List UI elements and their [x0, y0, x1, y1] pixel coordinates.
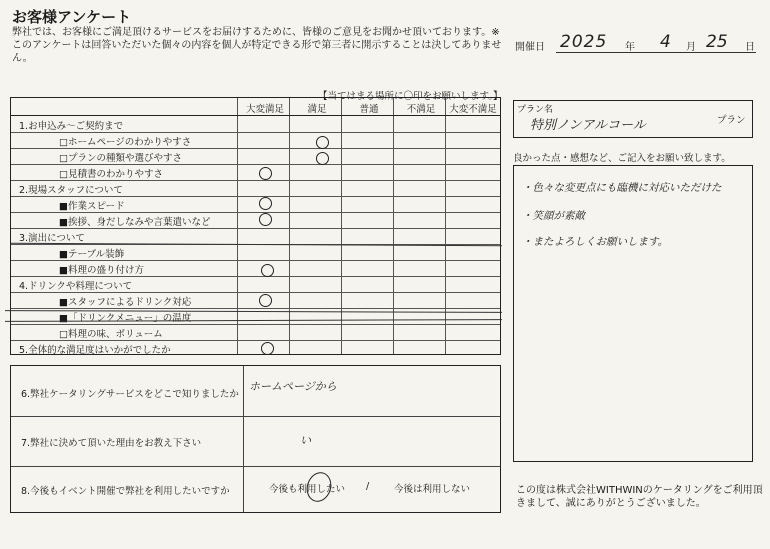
grid-line — [11, 132, 500, 133]
grid-line — [237, 98, 238, 354]
circle-mark[interactable] — [259, 197, 272, 210]
section-heading: 2.現場スタッフについて — [19, 185, 123, 196]
circle-mark[interactable] — [261, 264, 274, 277]
grid-line — [393, 98, 394, 354]
satisfaction-table — [10, 97, 501, 355]
question-table — [10, 365, 501, 513]
date-underline — [556, 52, 756, 53]
circle-mark[interactable] — [259, 213, 272, 226]
section-heading: 1.お申込み～ご契約まで — [19, 121, 124, 132]
comment-line: ・またよろしくお願いします。 — [522, 236, 669, 248]
grid-line — [11, 228, 500, 229]
question-answer[interactable]: い — [300, 434, 311, 447]
section-heading: 3.演出について — [19, 233, 85, 244]
comment-box[interactable] — [513, 165, 753, 462]
year-value[interactable]: 2025 — [560, 32, 608, 52]
column-header: 大変満足 — [245, 104, 284, 115]
plan-suffix: プラン — [717, 115, 746, 126]
column-header: 不満足 — [406, 104, 436, 115]
row-label: ■挨拶、身だしなみや言葉遣いなど — [59, 217, 211, 228]
section-heading: 5.全体的な満足度はいかがでしたか — [19, 345, 171, 356]
grid-line — [11, 324, 500, 325]
plan-label: プラン名 — [517, 105, 554, 115]
option-yes[interactable]: 今後も利用したい — [269, 484, 346, 495]
intro-text: 弊社では、お客様にご満足頂けるサービスをお届けするために、皆様のご意見をお聞かせ頂いております。※このアンケートは回答いただいた個々の内容を個人が特定できる形で第三者に開示することは決してありません。 — [12, 27, 502, 64]
grid-line — [11, 292, 500, 293]
comment-label: 良かった点・感想など、ご記入をお願い致します。 — [513, 153, 731, 164]
row-label: □料理の味、ボリューム — [59, 329, 163, 340]
month-value[interactable]: 4 — [660, 32, 671, 52]
thanks-message: この度は株式会社WITHWINのケータリングをご利用頂きまして、誠にありがとうございました。 — [516, 485, 763, 509]
row-label: ■作業スピード — [59, 201, 125, 212]
circle-mark — [303, 469, 335, 505]
question-label: 6.弊社ケータリングサービスをどこで知りましたか — [21, 389, 239, 400]
plan-box — [513, 100, 753, 138]
grid-line — [11, 260, 500, 261]
row-label: □プランの種類や選びやすさ — [59, 153, 182, 164]
date-label: 開催日 — [515, 42, 545, 53]
grid-line — [11, 164, 500, 165]
question-answer[interactable]: ホームページから — [249, 380, 337, 393]
circle-mark[interactable] — [259, 167, 272, 180]
year-label: 年 — [625, 42, 635, 53]
section-heading: 4.ドリンクや料理について — [19, 281, 133, 292]
grid-line — [11, 340, 500, 341]
circle-mark[interactable] — [259, 294, 272, 307]
grid-line — [11, 196, 500, 197]
row-label: ■料理の盛り付け方 — [59, 265, 144, 276]
question-label: 8.今後もイベント開催で弊社を利用したいですか — [21, 486, 230, 497]
day-label: 日 — [745, 42, 755, 53]
comment-line: ・色々な変更点にも臨機に対応いただけた — [522, 182, 722, 194]
grid-line — [11, 212, 500, 213]
month-label: 月 — [686, 42, 696, 53]
grid-line — [11, 466, 500, 467]
grid-line — [243, 366, 244, 512]
circle-mark[interactable] — [316, 152, 329, 165]
grid-line — [11, 308, 500, 309]
plan-value[interactable]: 特別ノンアルコール — [530, 118, 646, 133]
row-label: ■スタッフによるドリンク対応 — [59, 297, 192, 308]
grid-line — [289, 98, 290, 354]
option-separator: / — [366, 481, 370, 492]
circle-mark[interactable] — [261, 342, 274, 355]
day-value[interactable]: 25 — [706, 32, 728, 52]
grid-line — [341, 98, 342, 354]
column-header: 大変不満足 — [449, 104, 497, 115]
grid-line — [11, 276, 500, 277]
question-label: 7.弊社に決めて頂いた理由をお教え下さい — [21, 438, 202, 449]
grid-line — [11, 416, 500, 417]
circle-mark[interactable] — [316, 136, 329, 149]
row-label: □ホームページのわかりやすさ — [59, 137, 192, 148]
row-label: □見積書のわかりやすさ — [59, 169, 163, 180]
comment-line: ・笑顔が素敵 — [522, 210, 585, 222]
column-header: 満足 — [307, 104, 327, 115]
grid-line — [445, 98, 446, 354]
grid-line — [11, 115, 500, 116]
option-no[interactable]: 今後は利用しない — [394, 484, 471, 495]
grid-line — [11, 148, 500, 149]
row-label: ■テーブル装飾 — [59, 249, 125, 260]
instruction-note: 【当てはまる場所に〇印をお願いします。】 — [318, 91, 503, 102]
column-header: 普通 — [359, 104, 379, 115]
row-label: ■「ドリンクメニュー」の温度 — [59, 313, 192, 324]
grid-line — [11, 180, 500, 181]
page-title: お客様アンケート — [12, 8, 132, 26]
